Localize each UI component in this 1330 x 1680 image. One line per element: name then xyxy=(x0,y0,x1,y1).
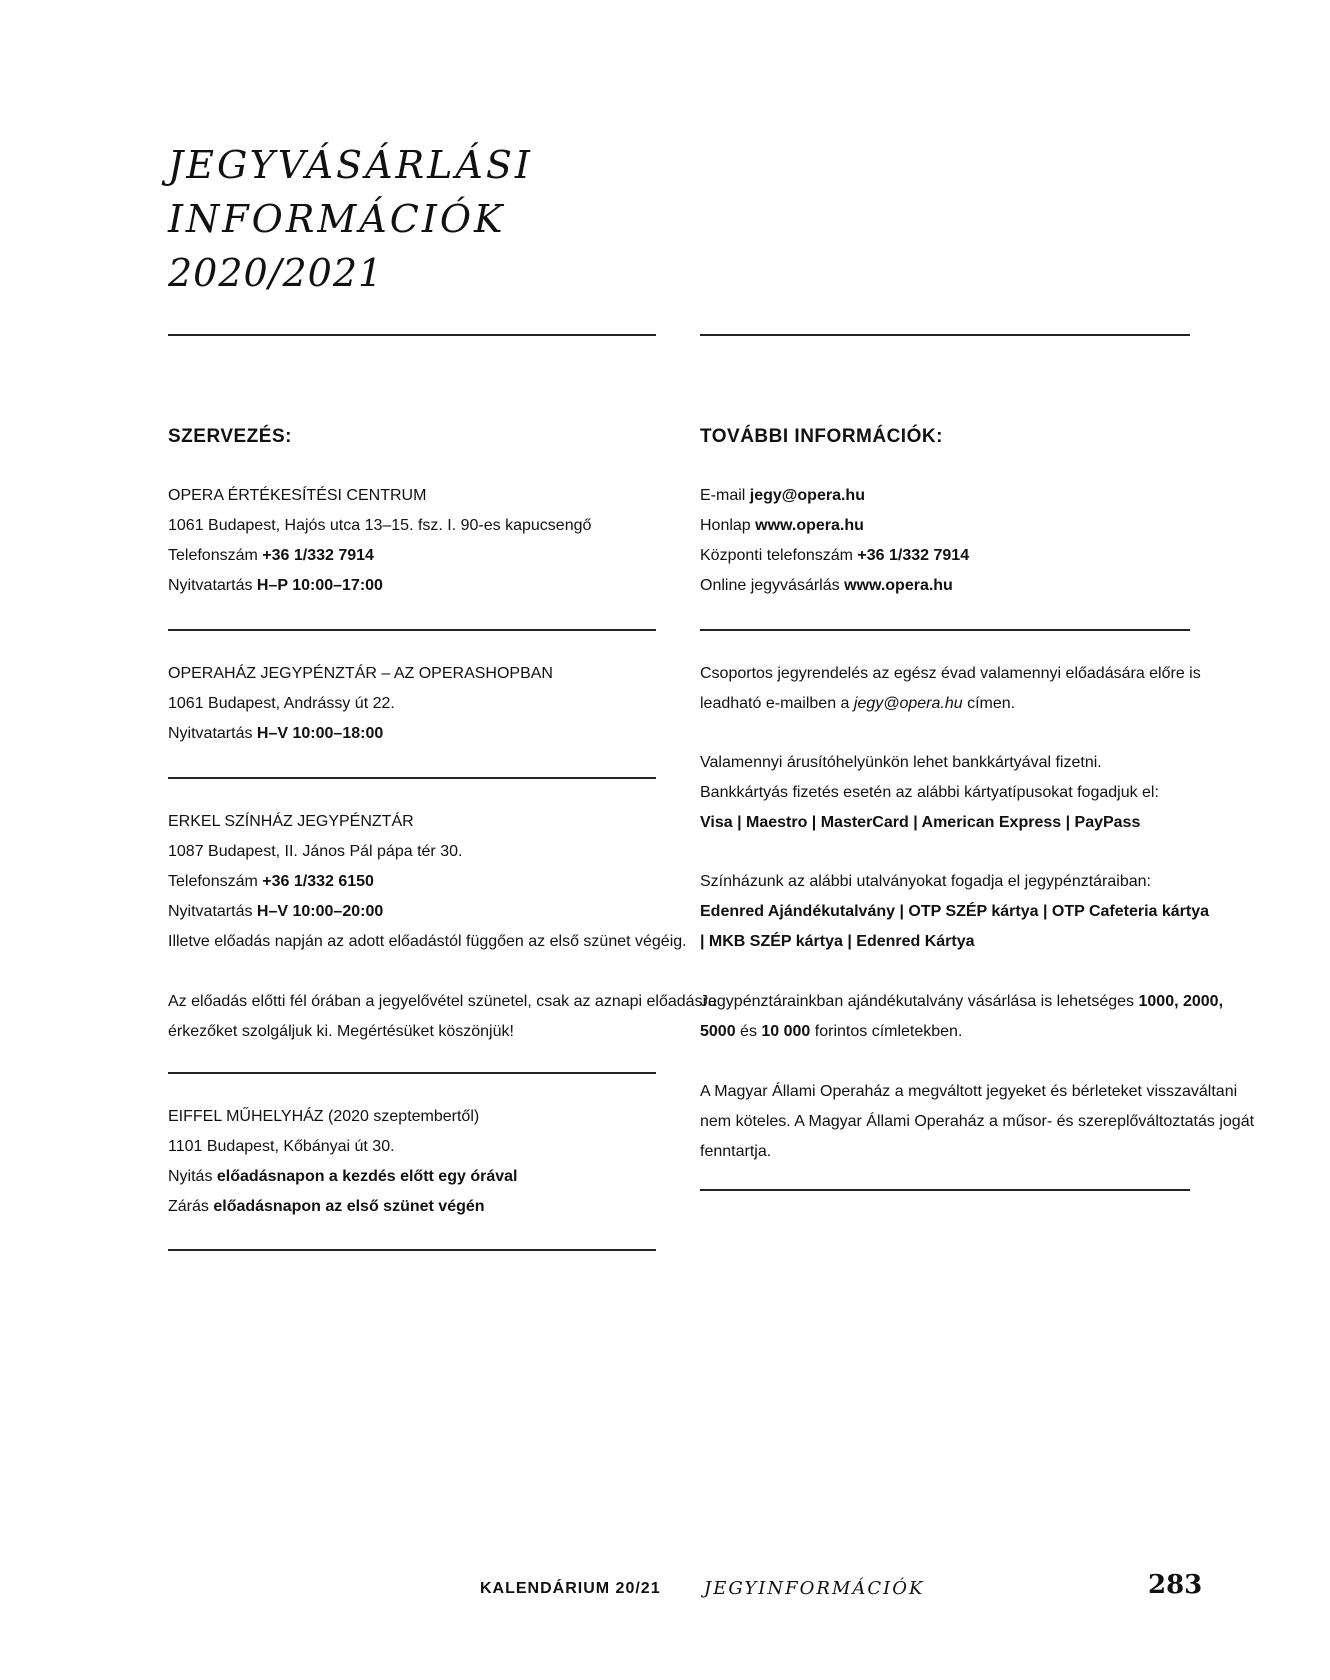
phone-label: Központi telefonszám xyxy=(700,547,858,564)
voucher-line-3 xyxy=(700,927,975,957)
phone-label: Telefonszám xyxy=(168,547,263,564)
erkel-name: ERKEL SZÍNHÁZ JEGYPÉNZTÁR xyxy=(168,813,414,830)
card-line-1: Valamennyi árusítóhelyünkön lehet bankkártyával fizetni. xyxy=(700,754,1102,771)
section-heading-tovabbi: TOVÁBBI INFORMÁCIÓK: xyxy=(700,426,943,447)
section-heading-szervezes: SZERVEZÉS: xyxy=(168,426,292,447)
card-types xyxy=(700,808,1140,838)
opera-centrum-name: OPERA ÉRTÉKESÍTÉSI CENTRUM xyxy=(168,487,427,504)
group-text: leadható e-mailben a xyxy=(700,695,854,712)
close-label: Zárás xyxy=(168,1198,214,1215)
group-line-2 xyxy=(700,689,1015,719)
refund-line-1: A Magyar Állami Operaház a megváltott jegyeket és bérleteket visszaváltani xyxy=(700,1083,1238,1100)
page-number: 283 xyxy=(1148,1570,1203,1600)
gift-value-5000: 5000 xyxy=(700,1023,736,1040)
gift-line-2 xyxy=(700,1017,962,1047)
notice-line-2: érkezőket szolgáljuk ki. Megértésüket köszönjük! xyxy=(168,1023,514,1040)
eiffel-name: EIFFEL MŰHELYHÁZ (2020 szeptembertől) xyxy=(168,1108,480,1125)
gift-line-1 xyxy=(700,987,1223,1017)
divider-left-2 xyxy=(168,777,656,779)
gift-and: és xyxy=(735,1023,762,1040)
voucher-line-2 xyxy=(700,897,1209,927)
email-link[interactable]: jegy@opera.hu xyxy=(749,487,865,504)
opera-centrum-address: 1061 Budapest, Hajós utca 13–15. fsz. I. 90-es kapucsengő xyxy=(168,517,592,534)
operahaz-name: OPERAHÁZ JEGYPÉNZTÁR – AZ OPERASHOPBAN xyxy=(168,665,553,682)
erkel-address: 1087 Budapest, II. János Pál pápa tér 30. xyxy=(168,843,463,860)
online-label: Online jegyvásárlás xyxy=(700,577,845,594)
hours-label: Nyitvatartás xyxy=(168,577,257,594)
footer-section: JEGYINFORMÁCIÓK xyxy=(704,1578,925,1599)
web-line xyxy=(700,511,864,541)
eiffel-close xyxy=(168,1192,485,1222)
hours-value: H–P 10:00–17:00 xyxy=(256,577,383,594)
voucher-types-1: Edenred Ajándékutalvány | OTP SZÉP kártya | OTP Cafeteria kártya xyxy=(700,903,1210,920)
central-phone-line xyxy=(700,541,969,571)
divider-left-3 xyxy=(168,1072,656,1074)
opera-centrum-phone xyxy=(168,541,374,571)
email-line xyxy=(700,481,865,511)
phone-value: +36 1/332 7914 xyxy=(262,547,374,564)
group-line-1: Csoportos jegyrendelés az egész évad valamennyi előadására előre is xyxy=(700,665,1201,682)
gift-value-10000: 10 000 xyxy=(761,1023,811,1040)
erkel-phone xyxy=(168,867,374,897)
card-types-value: Visa | Maestro | MasterCard | American Express | PayPass xyxy=(700,814,1141,831)
opera-centrum-hours xyxy=(168,571,383,601)
hours-value: H–V 10:00–20:00 xyxy=(256,903,384,920)
web-label: Honlap xyxy=(700,517,756,534)
erkel-note: Illetve előadás napján az adott előadástól függően az első szünet végéig. xyxy=(168,933,687,950)
divider-left-1 xyxy=(168,629,656,631)
web-link[interactable]: www.opera.hu xyxy=(755,517,864,534)
eiffel-address: 1101 Budapest, Kőbányai út 30. xyxy=(168,1138,395,1155)
phone-value: +36 1/332 7914 xyxy=(857,547,970,564)
title-line-1: JEGYVÁSÁRLÁSI xyxy=(168,143,533,187)
open-value: előadásnapon a kezdés előtt egy órával xyxy=(216,1168,518,1185)
voucher-line-1: Színházunk az alábbi utalványokat fogadja el jegypénztáraiban: xyxy=(700,873,1151,890)
title-line-3: 2020/2021 xyxy=(168,251,384,295)
divider-left-4 xyxy=(168,1249,656,1251)
notice-line-1: Az előadás előtti fél órában a jegyelővétel szünetel, csak az aznapi előadásra xyxy=(168,993,717,1010)
voucher-types-2: | MKB SZÉP kártya | Edenred Kártya xyxy=(700,933,975,950)
hours-value: H–V 10:00–18:00 xyxy=(256,725,384,742)
phone-label: Telefonszám xyxy=(168,873,263,890)
card-line-2: Bankkártyás fizetés esetén az alábbi kártyatípusokat fogadjuk el: xyxy=(700,784,1159,801)
title-line-2: INFORMÁCIÓK xyxy=(168,197,506,241)
divider-right-1 xyxy=(700,629,1190,631)
operahaz-address: 1061 Budapest, Andrássy út 22. xyxy=(168,695,395,712)
footer-publication: KALENDÁRIUM 20/21 xyxy=(480,1580,661,1597)
divider-top-right xyxy=(700,334,1190,336)
group-email[interactable]: jegy@opera.hu xyxy=(853,695,963,712)
online-line xyxy=(700,571,953,601)
refund-line-3: fenntartja. xyxy=(700,1143,772,1160)
online-link[interactable]: www.opera.hu xyxy=(844,577,953,594)
phone-value: +36 1/332 6150 xyxy=(262,873,374,890)
hours-label: Nyitvatartás xyxy=(168,903,257,920)
divider-top-left xyxy=(168,334,656,336)
eiffel-open xyxy=(168,1162,517,1192)
gift-values: 1000, 2000, xyxy=(1138,993,1224,1010)
group-text-end: címen. xyxy=(962,695,1016,712)
operahaz-hours xyxy=(168,719,383,749)
gift-text-end: forintos címletekben. xyxy=(810,1023,963,1040)
open-label: Nyitás xyxy=(168,1168,217,1185)
erkel-hours xyxy=(168,897,383,927)
email-label: E-mail xyxy=(700,487,750,504)
refund-line-2: nem köteles. A Magyar Állami Operaház a műsor- és szereplőváltoztatás jogát xyxy=(700,1113,1255,1130)
gift-text: Jegypénztárainkban ajándékutalvány vásárlása is lehetséges xyxy=(700,993,1139,1010)
page-title xyxy=(168,138,533,300)
divider-right-2 xyxy=(700,1189,1190,1191)
close-value: előadásnapon az első szünet végén xyxy=(213,1198,485,1215)
hours-label: Nyitvatartás xyxy=(168,725,257,742)
